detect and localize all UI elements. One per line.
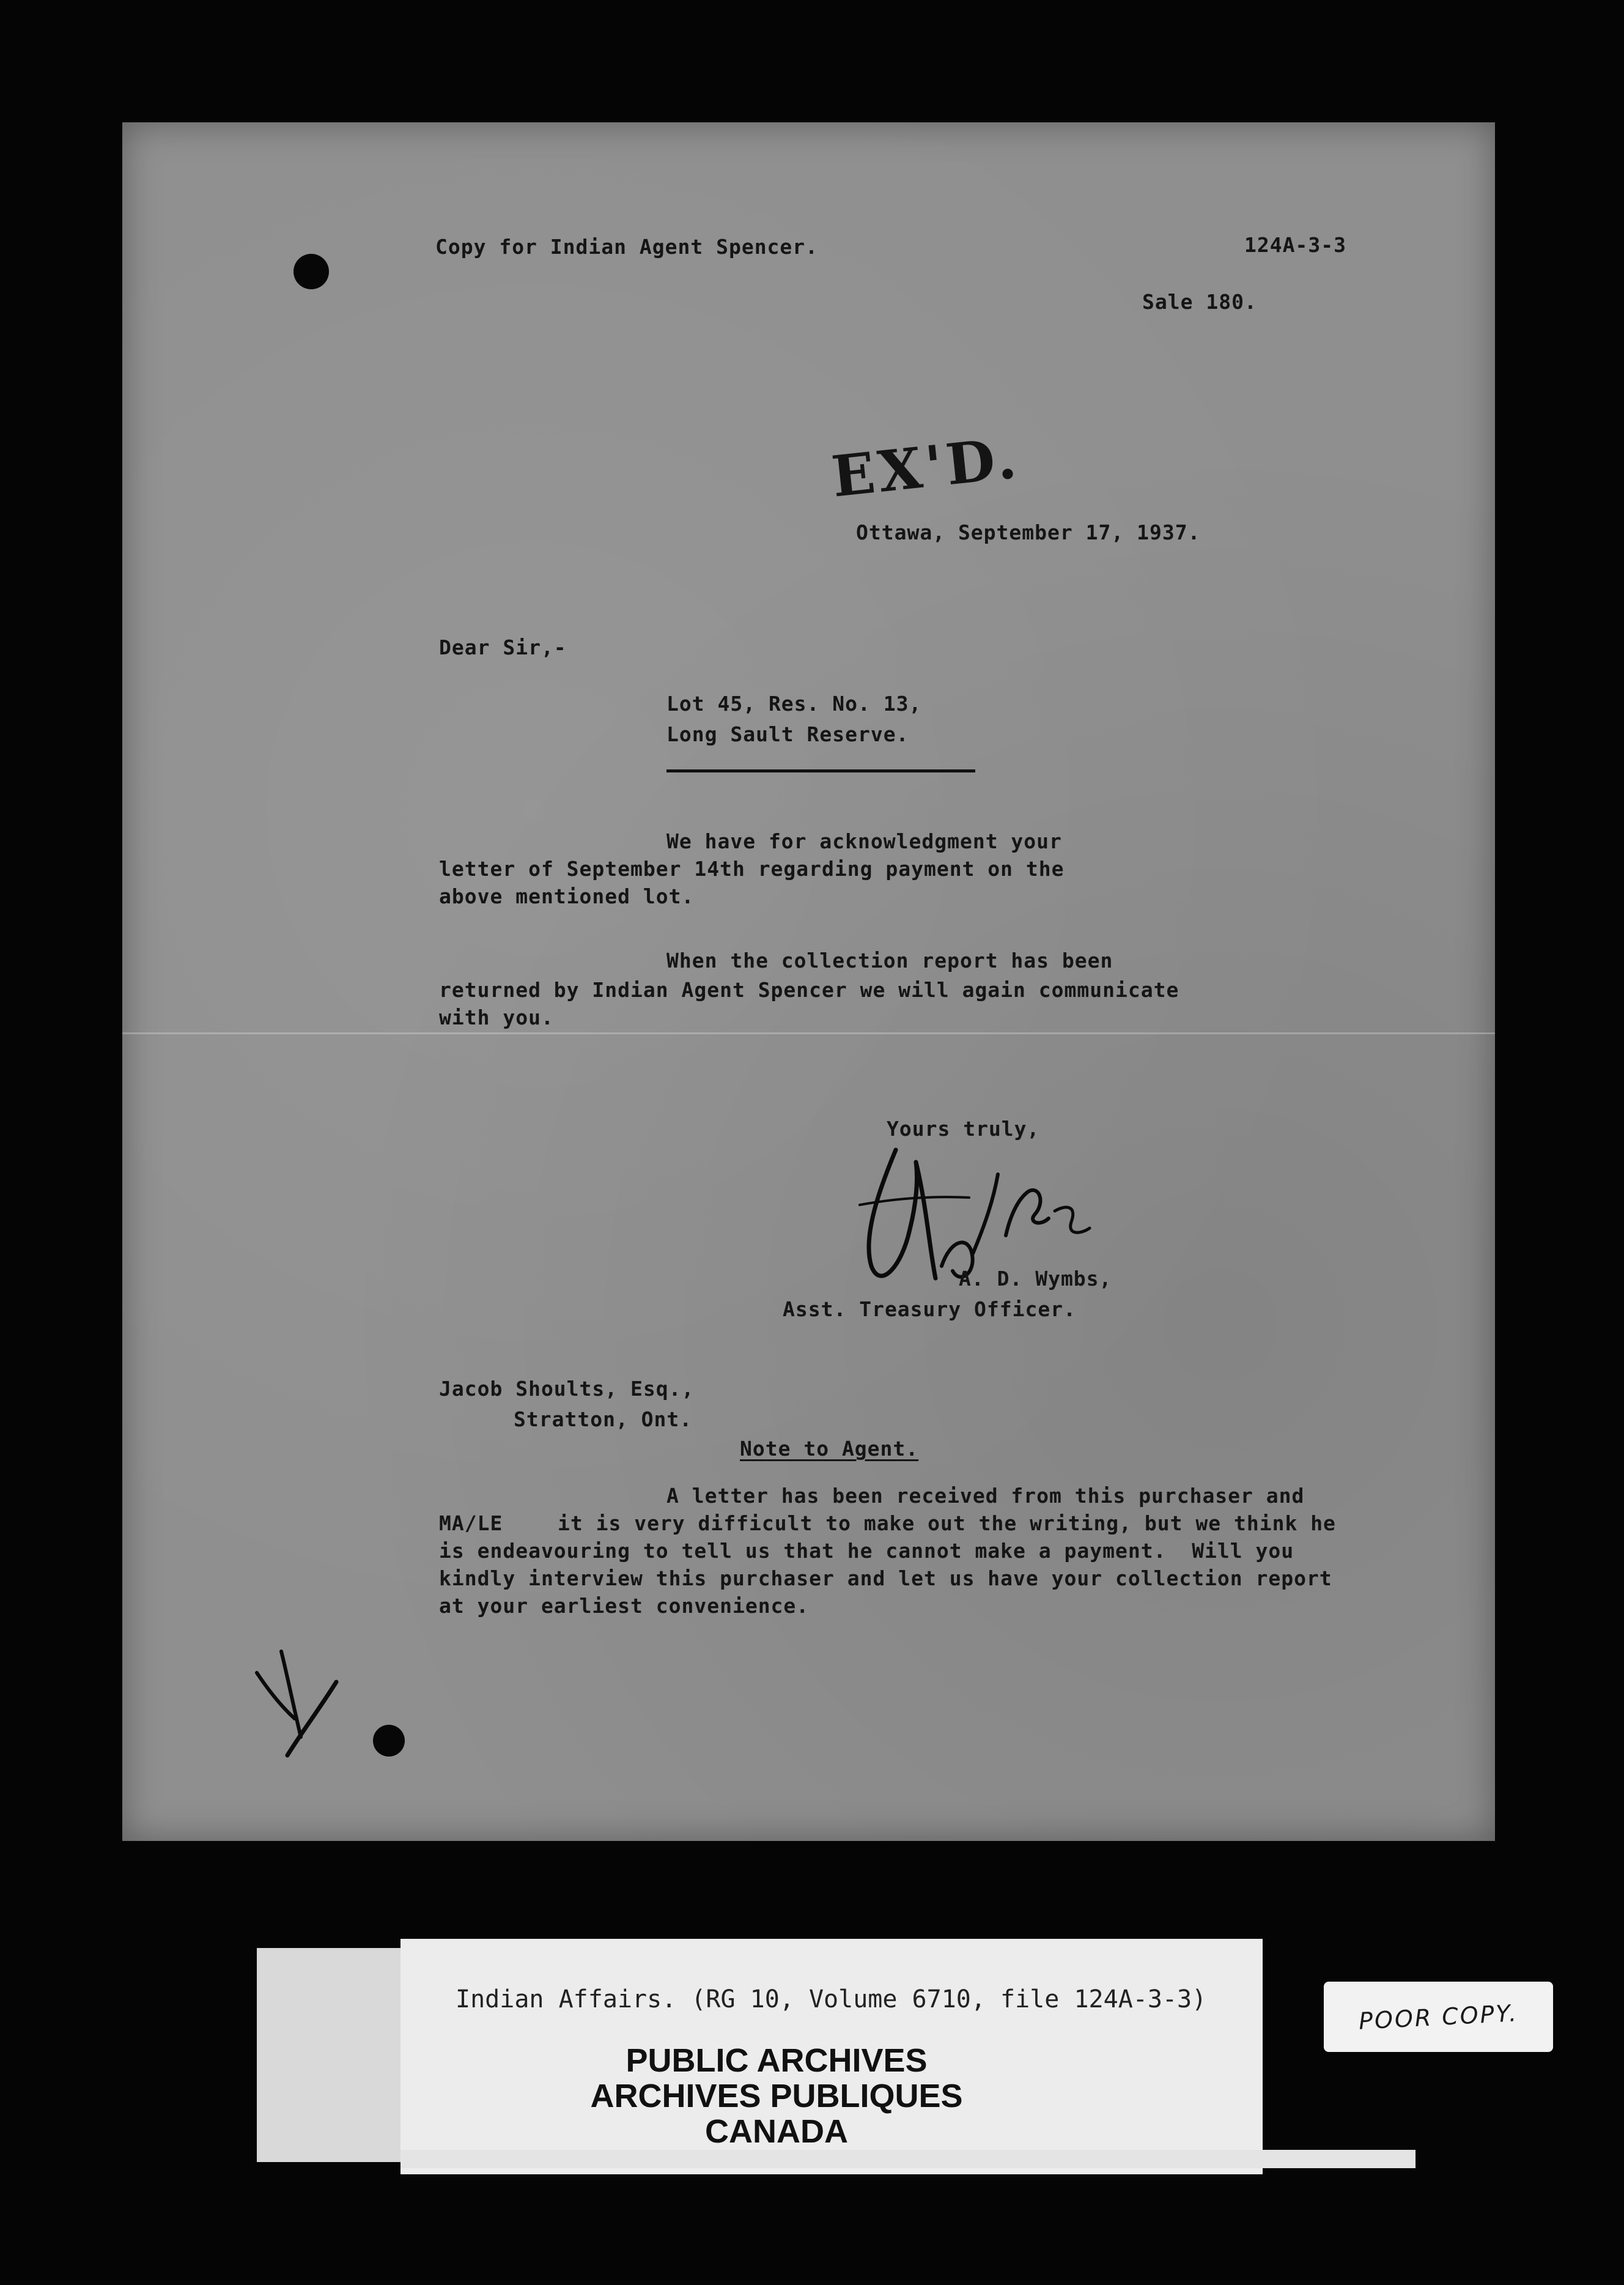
paragraph-1-line-2: letter of September 14th regarding payment on the xyxy=(439,857,1065,881)
subject-line-2: Long Sault Reserve. xyxy=(666,722,909,746)
archive-reference: Indian Affairs. (RG 10, Volume 6710, file 124A-3-3) xyxy=(456,1985,1207,2013)
addressee-line-2: Stratton, Ont. xyxy=(514,1407,693,1431)
note-heading: Note to Agent. xyxy=(740,1437,919,1461)
salutation: Dear Sir,- xyxy=(439,635,567,659)
label-bottom-strip xyxy=(400,2150,1415,2168)
addressee-line-1: Jacob Shoults, Esq., xyxy=(439,1377,695,1401)
fold-line xyxy=(122,1032,1495,1034)
paragraph-1-line-1: We have for acknowledgment your xyxy=(666,829,1062,853)
paragraph-2-line-2: returned by Indian Agent Spencer we will again communicate xyxy=(439,978,1179,1002)
note-line-1: A letter has been received from this purchaser and xyxy=(666,1484,1305,1508)
punch-hole-top xyxy=(293,254,329,289)
poor-copy-text: POOR COPY. xyxy=(1358,1999,1519,2035)
date-line: Ottawa, September 17, 1937. xyxy=(856,520,1201,544)
note-line-3: is endeavouring to tell us that he cannot make a payment. Will you xyxy=(439,1539,1294,1563)
note-initials: MA/LE xyxy=(439,1511,503,1535)
poor-copy-note xyxy=(1324,1982,1553,2052)
examined-stamp: EX'D. xyxy=(829,424,1024,510)
note-line-2: it is very difficult to make out the writing, but we think he xyxy=(558,1511,1336,1535)
closing: Yours truly, xyxy=(887,1117,1040,1141)
archive-title-line-1: PUBLIC ARCHIVES xyxy=(626,2042,928,2079)
archive-title-line-3: CANADA xyxy=(705,2113,848,2150)
note-line-4: kindly interview this purchaser and let us have your collection report xyxy=(439,1566,1332,1590)
note-line-5: at your earliest convenience. xyxy=(439,1594,810,1618)
punch-hole-bottom xyxy=(373,1725,405,1757)
paragraph-2-line-3: with you. xyxy=(439,1005,554,1029)
sale-reference: Sale 180. xyxy=(1142,290,1257,314)
archive-label xyxy=(400,1939,1263,2174)
letter-page xyxy=(122,122,1495,1841)
paragraph-1-line-3: above mentioned lot. xyxy=(439,884,695,908)
handwritten-check-mark xyxy=(245,1639,355,1761)
copy-for-line: Copy for Indian Agent Spencer. xyxy=(435,235,819,259)
paragraph-2-line-1: When the collection report has been xyxy=(666,949,1113,972)
subject-underline xyxy=(666,769,975,772)
signer-name: A. D. Wymbs, xyxy=(959,1267,1112,1291)
archive-title-line-2: ARCHIVES PUBLIQUES xyxy=(590,2078,963,2114)
signer-title: Asst. Treasury Officer. xyxy=(783,1297,1076,1321)
subject-line-1: Lot 45, Res. No. 13, xyxy=(666,692,922,716)
file-reference: 124A-3-3 xyxy=(1244,233,1346,257)
label-left-panel xyxy=(257,1948,400,2162)
